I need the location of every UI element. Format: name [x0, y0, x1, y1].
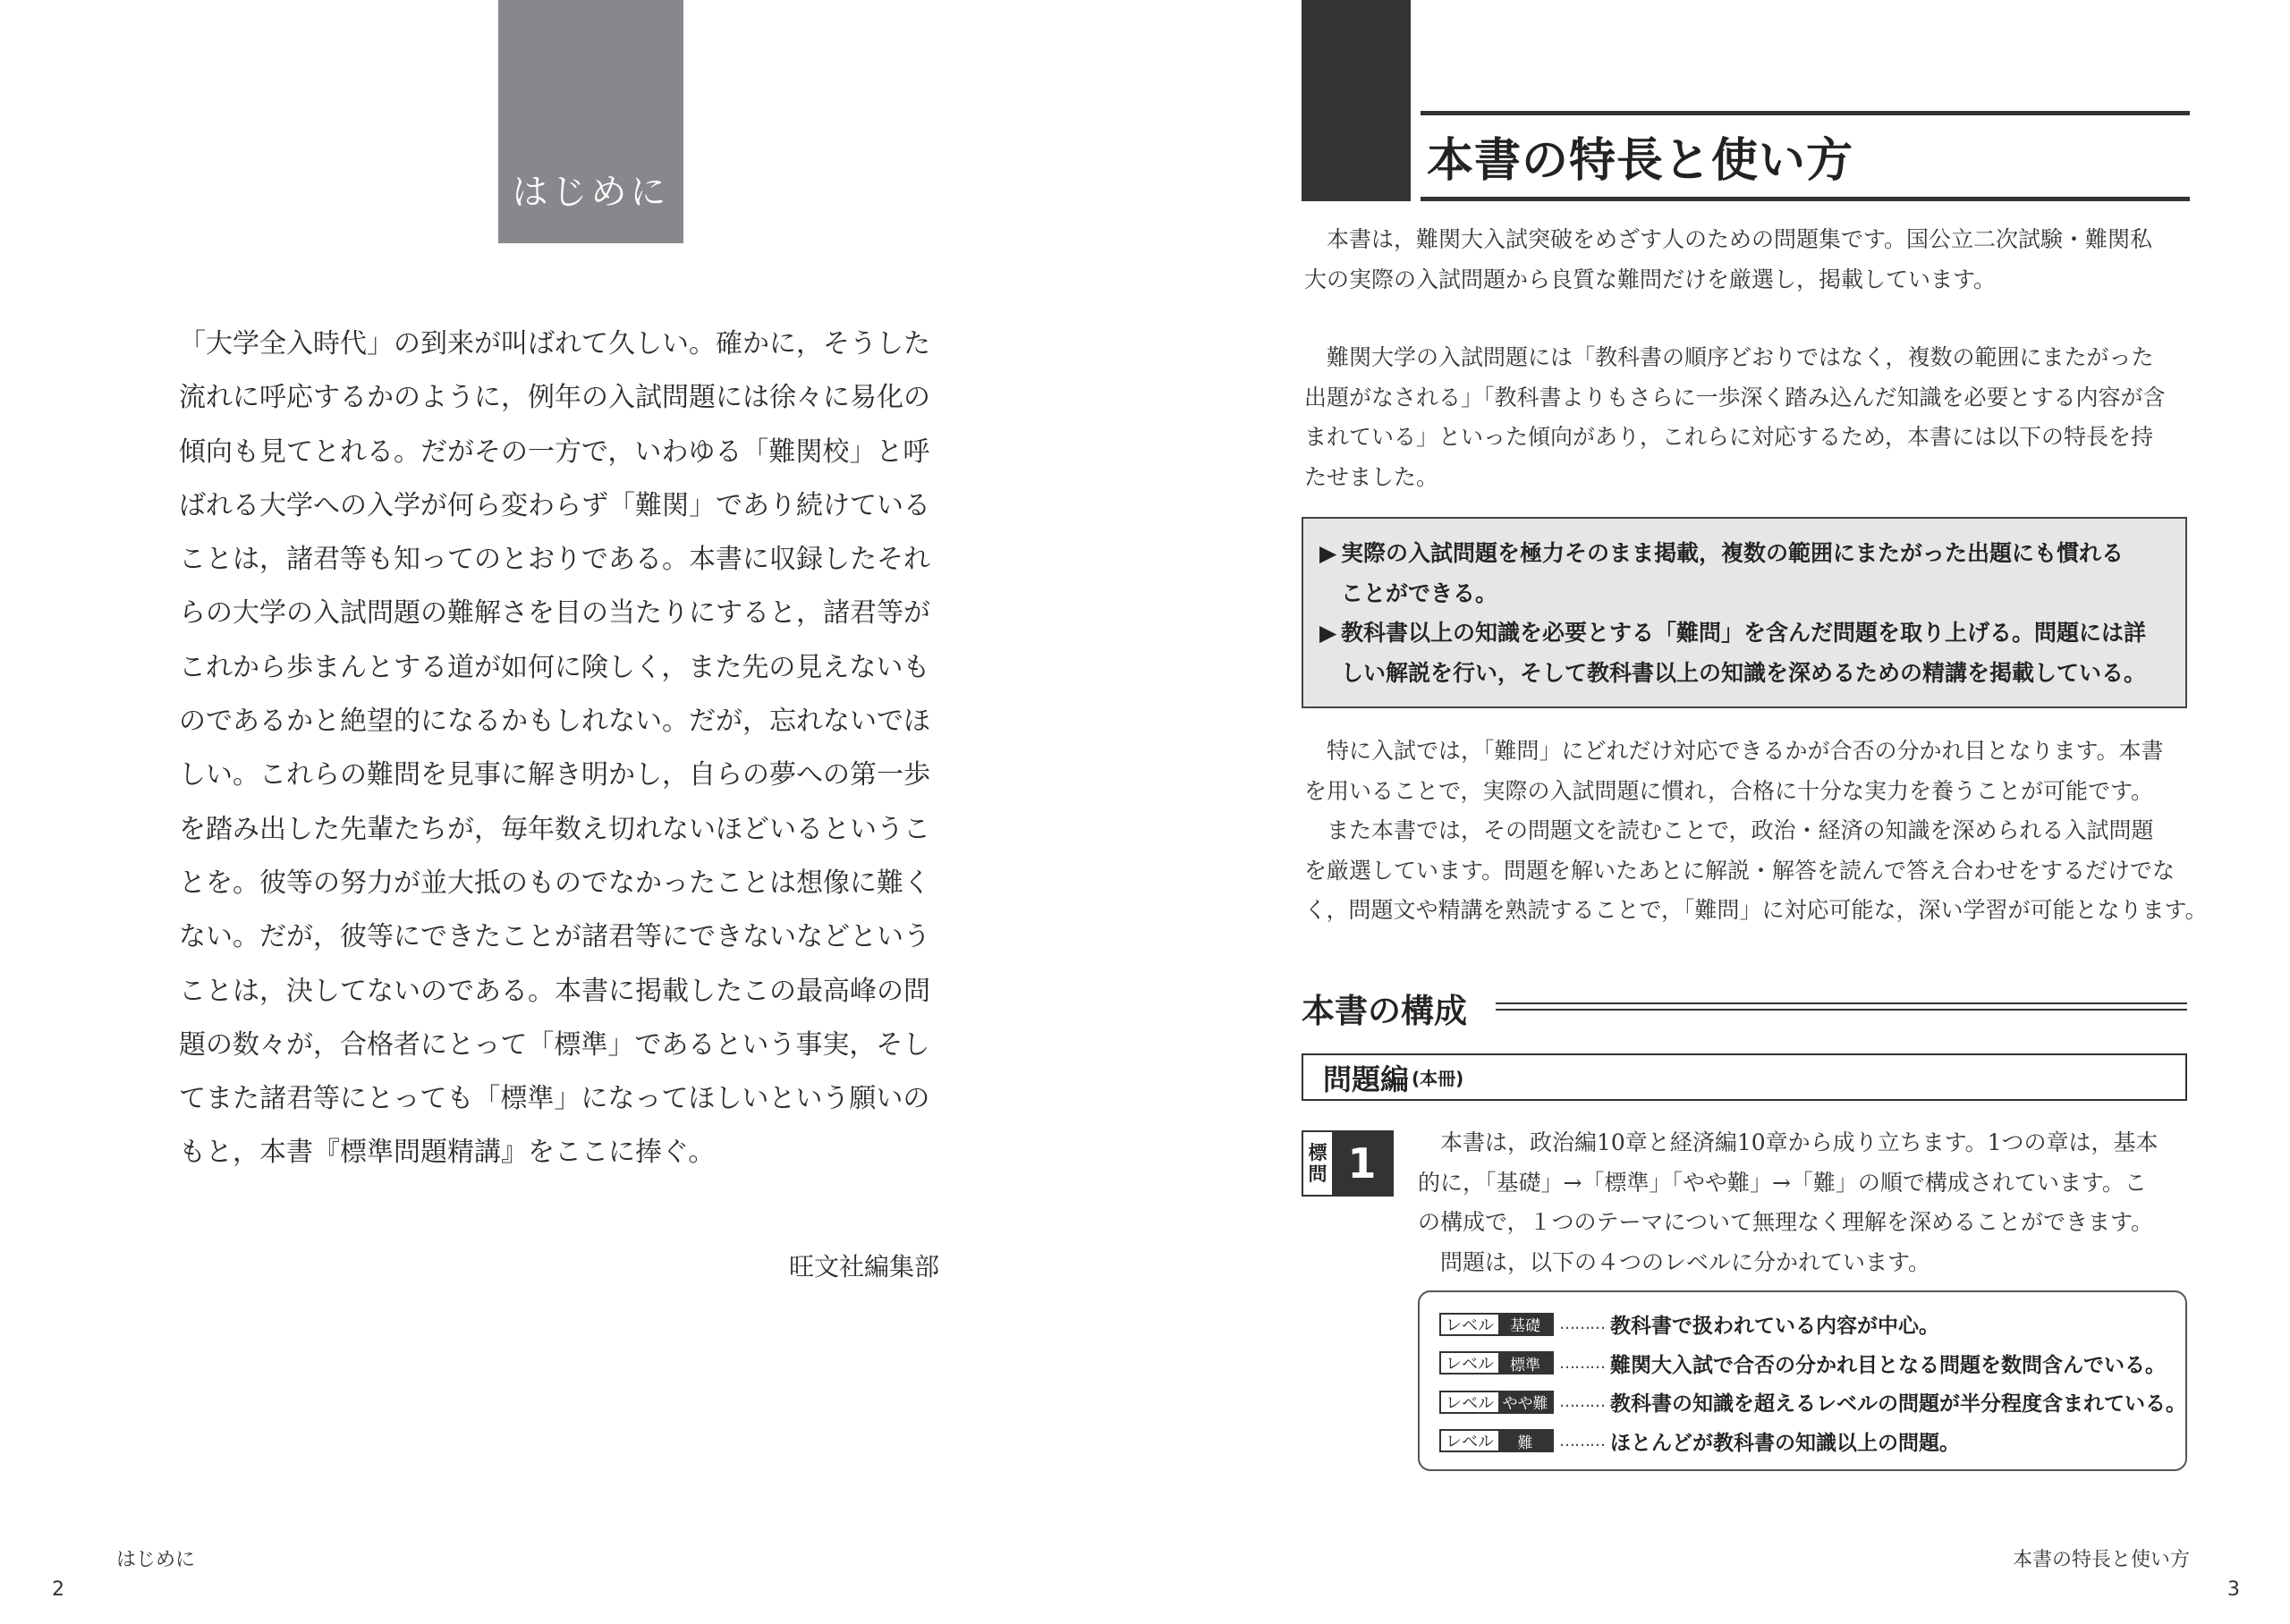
intro-line: 傾向も見てとれる。だがその一方で，いわゆる「難関校」と呼 [179, 436, 930, 468]
paragraph-line: の構成で，１つのテーマについて無理なく理解を深めることができます。 [1418, 1209, 2154, 1235]
intro-line: ない。だが，彼等にできたことが諸君等にできないなどという [179, 921, 930, 953]
intro-line: のであるかと絶望的になるかもしれない。だが，忘れないでほ [179, 706, 930, 738]
paragraph-line: 特に入試では，「難問」にどれだけ対応できるかが合否の分かれ目となります。本書 [1304, 738, 2164, 764]
triangle-bullet-icon: ▶ [1319, 620, 1337, 646]
paragraph-line: を用いることで，実際の入試問題に慣れ，合格に十分な実力を養うことが可能です。 [1304, 777, 2154, 804]
level-badge: レベル 基礎 [1439, 1313, 1554, 1336]
intro-line: もと，本書『標準問題精講』をここに捧ぐ。 [179, 1137, 716, 1169]
intro-line: 題の数々が，合格者にとって「標準」であるという事実，そし [179, 1028, 930, 1061]
paragraph-line: を厳選しています。問題を解いたあとに解説・解答を読んで答え合わせをするだけでな [1304, 857, 2176, 884]
page-number-left: 2 [52, 1578, 64, 1601]
triangle-bullet-icon: ▶ [1319, 540, 1337, 566]
level-row: レベル 難 ……… ほとんどが教科書の知識以上の問題。 [1439, 1422, 2166, 1461]
level-badge: レベル 難 [1439, 1429, 1554, 1452]
paragraph-line: 出題がなされる」「教科書よりもさらに一歩深く踏み込んだ知識を必要とする内容が含 [1304, 384, 2166, 410]
feature-box [1302, 517, 2187, 708]
intro-line: 「大学全入時代」の到来が叫ばれて久しい。確かに，そうした [179, 328, 930, 359]
paragraph-line: 問題は，以下の４つのレベルに分かれています。 [1418, 1248, 1931, 1275]
problems-sublabel: (本冊) [1412, 1068, 1464, 1089]
intro-line: ことは，諸君等も知ってのとおりである。本書に収録したそれ [179, 544, 930, 576]
intro-paragraph [1304, 220, 2152, 300]
title-rule-top [1421, 111, 2190, 115]
paragraph-line: まれている」といった傾向があり，これらに対応するため，本書には以下の特長を持 [1304, 424, 2154, 450]
level-row: レベル 基礎 ……… 教科書で扱われている内容が中心。 [1439, 1305, 2166, 1344]
page-number-right: 3 [2227, 1578, 2240, 1601]
intro-line: しい。これらの難問を見事に解き明かし，自らの夢への第一歩 [179, 759, 930, 791]
level-row: レベル やや難 ……… 教科書の知識を超えるレベルの問題が半分程度含まれている。 [1439, 1383, 2166, 1422]
feature-line: ▶ 教科書以上の知識を必要とする「難問」を含んだ問題を取り上げる。問題には詳 [1319, 613, 2169, 654]
intro-title: はじめに [512, 172, 670, 213]
paragraph-line: また本書では，その問題文を読むことで，政治・経済の知識を深められる入試問題 [1304, 817, 2154, 843]
intro-line: ばれる大学への入学が何ら変わらず「難関」であり続けている [179, 489, 930, 521]
level-badge: レベル 標準 [1439, 1351, 1554, 1374]
level-row: レベル 標準 ……… 難関大入試で合否の分かれ目となる問題を数問含んでいる。 [1439, 1344, 2166, 1383]
feature-line: しい解説を行い，そして教科書以上の知識を深めるための精講を掲載している。 [1341, 659, 2147, 686]
section-rule [1496, 1002, 2187, 1004]
paragraph-line: 本書は，難関大入試突破をめざす人のための問題集です。国公立二次試験・難関私 [1304, 226, 2153, 252]
intro-line: を踏み出した先輩たちが，毎年数え切れないほどいるというこ [179, 813, 930, 845]
footer-left-label: はじめに [116, 1549, 196, 1571]
paragraph-line: 難関大学の入試問題には「教科書の順序どおりではなく，複数の範囲にまたがった [1304, 344, 2154, 370]
paragraph-line: たせました。 [1304, 463, 1439, 490]
intro-signature: 旺文社編集部 [788, 1252, 939, 1281]
problems-label: 問題編 [1323, 1062, 1410, 1096]
paragraph-line: 大の実際の入試問題から良質な難問だけを厳選し，掲載しています。 [1304, 266, 1997, 292]
feature-line: ▶ 実際の入試問題を極力そのまま掲載，複数の範囲にまたがった出題にも慣れる [1319, 534, 2169, 574]
section-rule [1496, 1009, 2187, 1011]
paragraph-line: 本書は，政治編10章と経済編10章から成り立ちます。1つの章は，基本 [1418, 1129, 2159, 1155]
section-heading: 本書の構成 [1302, 992, 1467, 1030]
feature-line: ことができる。 [1341, 579, 1498, 606]
paragraph-line: く，問題文や精講を熟読することで，「難問」に対応可能な，深い学習が可能となります。 [1304, 897, 2208, 923]
level-description: 教科書の知識を超えるレベルの問題が半分程度含まれている。 [1610, 1392, 2186, 1417]
level-legend-box [1418, 1290, 2187, 1471]
level-description: 教科書で扱われている内容が中心。 [1610, 1315, 1939, 1339]
footer-right-label: 本書の特長と使い方 [2013, 1549, 2191, 1571]
chapter-marker-block [1302, 0, 1411, 201]
usage-paragraph [1304, 732, 2208, 931]
intro-line: これから歩まんとする道が如何に険しく，また先の見えないも [179, 651, 930, 683]
tendency-paragraph [1304, 338, 2166, 497]
problems-section-box [1302, 1053, 2187, 1101]
title-rule-bottom [1421, 197, 2190, 201]
intro-tab [498, 0, 683, 243]
intro-line: ことは，決してないのである。本書に掲載したこの最高峰の問 [179, 975, 930, 1007]
level-badge: レベル やや難 [1439, 1391, 1554, 1414]
paragraph-line: 的に，「基礎」→「標準」「やや難」→「難」の順で構成されています。こ [1418, 1169, 2147, 1196]
intro-line: 流れに呼応するかのように，例年の入試問題には徐々に易化の [179, 382, 930, 414]
page-title: 本書の特長と使い方 [1427, 134, 1854, 188]
intro-line: てまた諸君等にとっても「標準」になってほしいという願いの [179, 1083, 930, 1115]
intro-line: らの大学の入試問題の難解さを目の当たりにすると，諸君等が [179, 597, 930, 630]
level-description: 難関大入試で合否の分かれ目となる問題を数問含んでいる。 [1610, 1353, 2166, 1377]
structure-paragraph [1418, 1123, 2159, 1282]
intro-body [179, 317, 948, 1180]
intro-line: とを。彼等の努力が並大抵のものでなかったことは想像に難く [179, 867, 930, 899]
hyomon-number-icon: 標 問 1 [1302, 1130, 1394, 1197]
level-description: ほとんどが教科書の知識以上の問題。 [1610, 1431, 1960, 1455]
